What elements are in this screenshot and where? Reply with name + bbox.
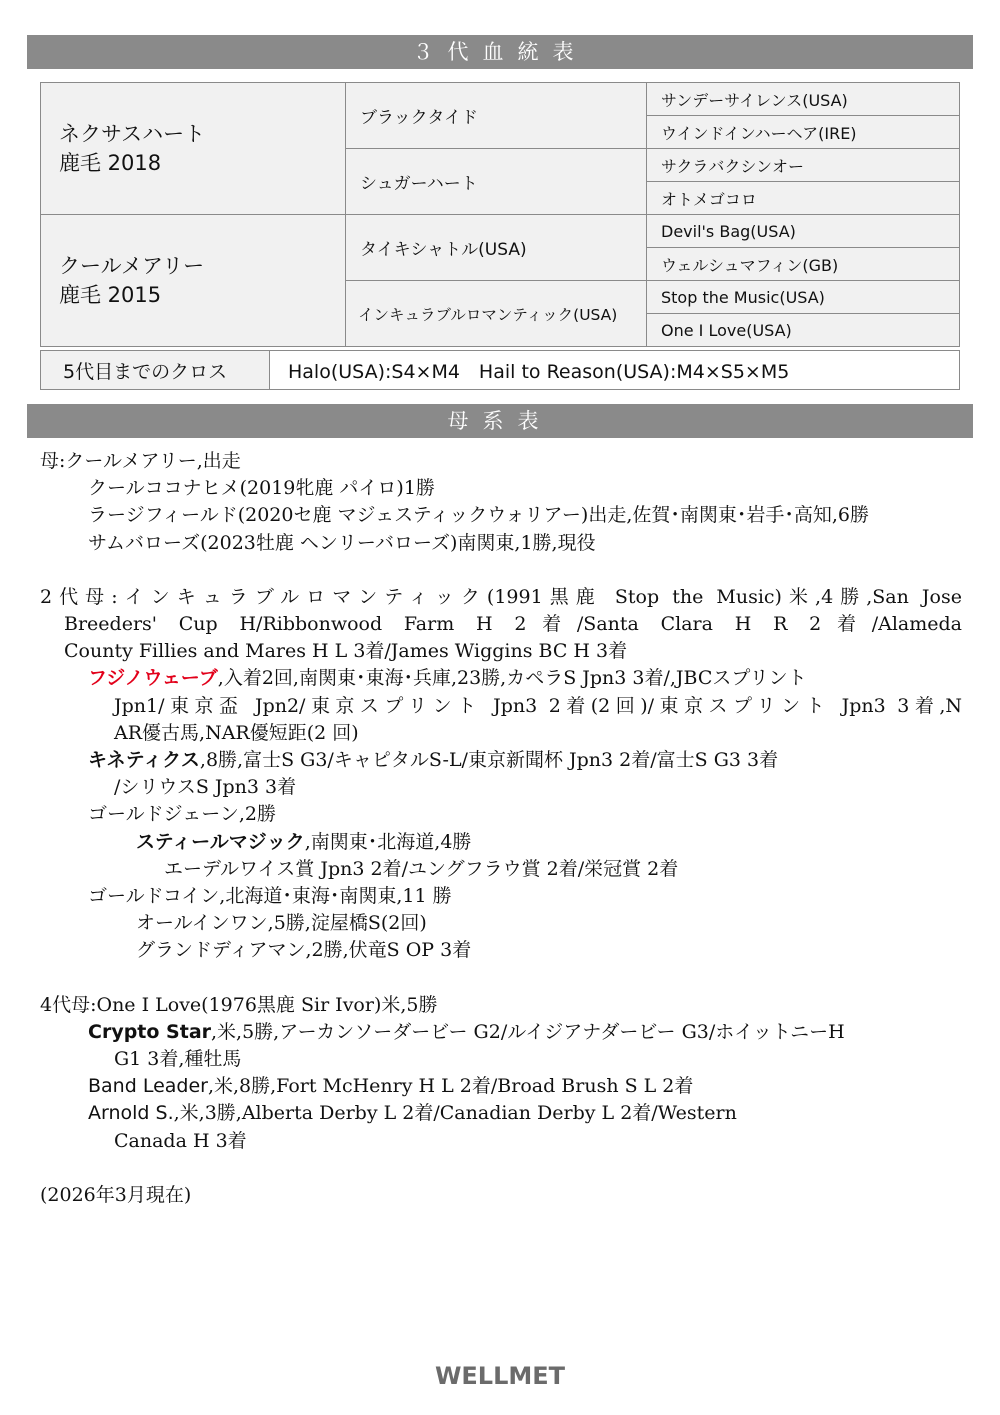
band-name: Band Leader	[88, 1075, 208, 1098]
cross-label: 5代目までのクロス	[41, 351, 270, 390]
fuji-record-3: AR優古馬,NAR優短距(2 回)	[114, 721, 359, 744]
grand-record: ,2勝,伏竜S OP 3着	[305, 939, 472, 962]
crypto-record-1: ,米,5勝,アーカンソーダービー G2/ルイジアナダービー G3/ホイットニーH	[211, 1020, 845, 1043]
dam-dam: インキュラブルロマンティック(USA)	[346, 281, 647, 347]
gold-coin-line: ゴールドコイン,北海道･東海･南関東,11 勝	[88, 885, 452, 908]
wellmet-logo: WELLMET	[434, 1362, 566, 1390]
crypto-line	[40, 1019, 962, 1046]
gold-jane-line: ゴールドジェーン,2勝	[88, 803, 276, 826]
grand-line	[40, 937, 962, 964]
dam-sire: タイキシャトル(USA)	[346, 215, 647, 281]
dam-dam-sire: Stop the Music(USA)	[647, 281, 960, 314]
crypto-record-2: G1 3着,種牡馬	[114, 1048, 242, 1071]
as-of-date: (2026年3月現在)	[40, 1183, 192, 1206]
cross-value: Halo(USA):S4×M4 Hail to Reason(USA):M4×S5×M5	[270, 351, 960, 390]
fuji-record-1: ,入着2回,南関東･東海･兵庫,23勝,カペラS Jpn3 3着/,JBCスプリント	[217, 667, 807, 690]
dam-cell	[41, 215, 346, 347]
second-dam-record-3: County Fillies and Mares H L 3着/James Wiggins BC H 3着	[64, 640, 628, 663]
second-dam-record-2: Breeders' Cup H/Ribbonwood Farm H 2着/Santa Clara H R 2着/Alameda	[64, 613, 962, 636]
kine-record-1: ,8勝,富士S G3/キャピタルS-L/東京新聞杯 Jpn3 2着/富士S G3 3着	[199, 749, 779, 772]
kine-name: キネティクス	[88, 749, 200, 772]
fourth-dam-line: 4代母:One I Love(1976黒鹿 Sir Ivor)米,5勝	[40, 993, 438, 1016]
cross-table	[40, 350, 960, 390]
second-dam-name: インキュラブルロマンティック	[117, 585, 487, 608]
family-table	[40, 448, 962, 1209]
fuji-name: フジノウェーブ	[88, 667, 218, 690]
dam-sire-sire: Devil's Bag(USA)	[647, 215, 960, 248]
sire-sire-sire: サンデーサイレンス(USA)	[647, 83, 960, 116]
dam-line: 母:クールメアリー,出走	[40, 450, 241, 472]
sire-sire-dam: ウインドインハーヘア(IRE)	[647, 116, 960, 149]
dam-foal-1: クールココナヒメ(2019牝鹿 パイロ)1勝	[88, 477, 435, 500]
steel-record: ,南関東･北海道,4勝	[304, 830, 472, 853]
steel-name: スティールマジック	[136, 830, 305, 853]
dam-info: 鹿毛 2015	[59, 282, 162, 307]
sire-info: 鹿毛 2018	[59, 150, 162, 175]
pedigree-table	[40, 82, 960, 347]
arnold-record-1: ,米,3勝,Alberta Derby L 2着/Canadian Derby L 2着/Western	[173, 1102, 737, 1125]
dam-sire-dam: ウェルシュマフィン(GB)	[647, 248, 960, 281]
crypto-name: Crypto Star	[88, 1020, 212, 1043]
steel-sub-line: エーデルワイス賞 Jpn3 2着/ユングフラウ賞 2着/栄冠賞 2着	[164, 857, 679, 880]
all-in-one-line: オールインワン,5勝,淀屋橋S(2回)	[136, 912, 427, 935]
band-line	[40, 1073, 962, 1100]
kine-line	[40, 747, 962, 774]
arnold-name: Arnold S.	[88, 1102, 174, 1125]
dam-foal-3: サムバローズ(2023牡鹿 ヘンリーバローズ)南関東,1勝,現役	[88, 531, 596, 554]
arnold-record-2: Canada H 3着	[114, 1129, 247, 1152]
family-header: 母系表	[27, 404, 973, 438]
second-dam-record-1: (1991黒鹿 Stop the Music)米,4勝,San Jose	[486, 585, 962, 608]
arnold-line	[40, 1100, 962, 1127]
sire-dam-sire: サクラバクシンオー	[647, 149, 960, 182]
dam-dam-dam: One I Love(USA)	[647, 314, 960, 347]
sire-name: ネクサスハート	[59, 121, 206, 146]
sire-dam-dam: オトメゴコロ	[647, 182, 960, 215]
pedigree-header: ３代血統表	[27, 35, 973, 69]
fuji-line	[40, 665, 962, 692]
sire-dam: シュガーハート	[346, 149, 647, 215]
dam-name: クールメアリー	[59, 253, 205, 278]
second-dam-line	[40, 584, 962, 611]
sire-sire: ブラックタイド	[346, 83, 647, 149]
kine-record-2: /シリウスS Jpn3 3着	[114, 776, 297, 799]
steel-line	[40, 829, 962, 856]
sire-cell	[41, 83, 346, 215]
second-dam-prefix: 2代母:	[40, 585, 118, 608]
dam-foal-2: ラージフィールド(2020セ鹿 マジェスティックウォリアー)出走,佐賀･南関東･岩手･高知,6勝	[88, 504, 869, 527]
band-record: ,米,8勝,Fort McHenry H L 2着/Broad Brush S L 2着	[207, 1075, 694, 1098]
grand-name: グランドディアマン	[136, 939, 306, 962]
fuji-record-2: Jpn1/東京盃 Jpn2/東京スプリント Jpn3 2着(2回)/東京スプリント Jpn3 3着,N	[114, 694, 962, 717]
